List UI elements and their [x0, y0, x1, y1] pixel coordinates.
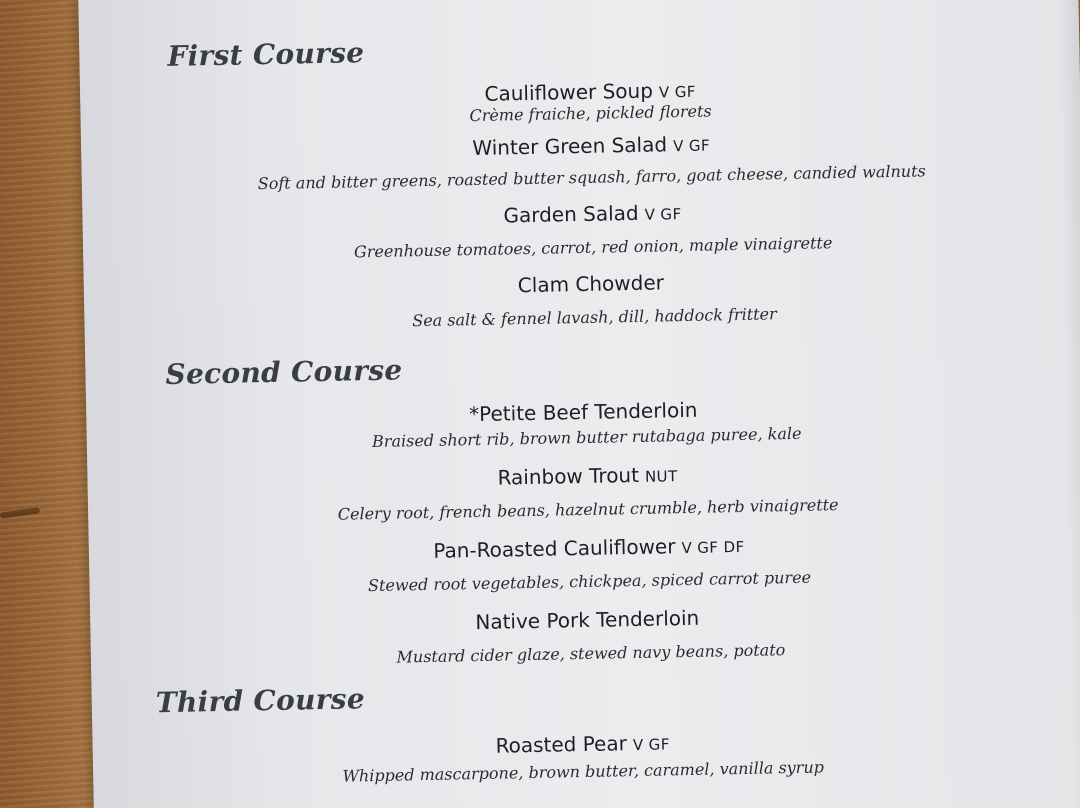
dish-clam-chowder: [214, 264, 974, 303]
wood-table-grain: [0, 507, 40, 519]
dish-name: Native Pork Tenderloin: [475, 605, 700, 635]
menu-card: [78, 0, 1080, 808]
dish-description: Soft and bitter greens, roasted butter squash, farro, goat cheese, candied walnuts: [257, 161, 926, 194]
dish-garden-salad: [212, 194, 972, 233]
dish-description: Sea salt & fennel lavash, dill, haddock fritter: [412, 304, 777, 331]
dish-name: Winter Green Salad: [472, 132, 668, 161]
dish-native-pork-tenderloin: [210, 601, 970, 640]
dish-pan-roasted-cauliflower: [209, 529, 969, 568]
dish-name: Garden Salad: [503, 200, 639, 228]
dish-name: Cauliflower Soup: [484, 78, 654, 106]
course-title-third: Third Course: [155, 682, 366, 720]
dietary-tags: NUT: [644, 467, 678, 486]
dish-description: Mustard cider glaze, stewed navy beans, potato: [396, 640, 786, 667]
dish-name: *Petite Beef Tenderloin: [468, 397, 698, 427]
dish-description: Greenhouse tomatoes, carrot, red onion, maple vinaigrette: [353, 233, 833, 262]
dish-description: Whipped mascarpone, brown butter, caramel, vanilla syrup: [342, 757, 825, 786]
course-title-first: First Course: [167, 36, 365, 73]
course-title-second: Second Course: [165, 353, 403, 391]
dietary-tags: V GF: [672, 136, 711, 156]
dish-rainbow-trout: [207, 457, 967, 496]
dish-description: Braised short rib, brown butter rutabaga puree, kale: [371, 423, 802, 452]
dish-name: Pan-Roasted Cauliflower: [433, 534, 676, 563]
dish-description: Celery root, french beans, hazelnut crumble, herb vinaigrette: [337, 495, 839, 524]
dish-name: Clam Chowder: [517, 270, 665, 298]
dish-description: Crème fraiche, pickled florets: [469, 101, 712, 126]
dietary-tags: V GF: [658, 82, 696, 102]
dietary-tags: V GF: [644, 205, 682, 224]
dietary-tags: V GF: [632, 735, 670, 755]
dietary-tags: V GF DF: [681, 537, 745, 558]
dish-description: Stewed root vegetables, chickpea, spiced carrot puree: [367, 567, 812, 596]
dish-name: Rainbow Trout: [497, 462, 640, 490]
dish-name: Roasted Pear: [495, 731, 628, 758]
dish-winter-green-salad: [211, 126, 971, 165]
paper-edge-shadow: [1058, 0, 1080, 808]
